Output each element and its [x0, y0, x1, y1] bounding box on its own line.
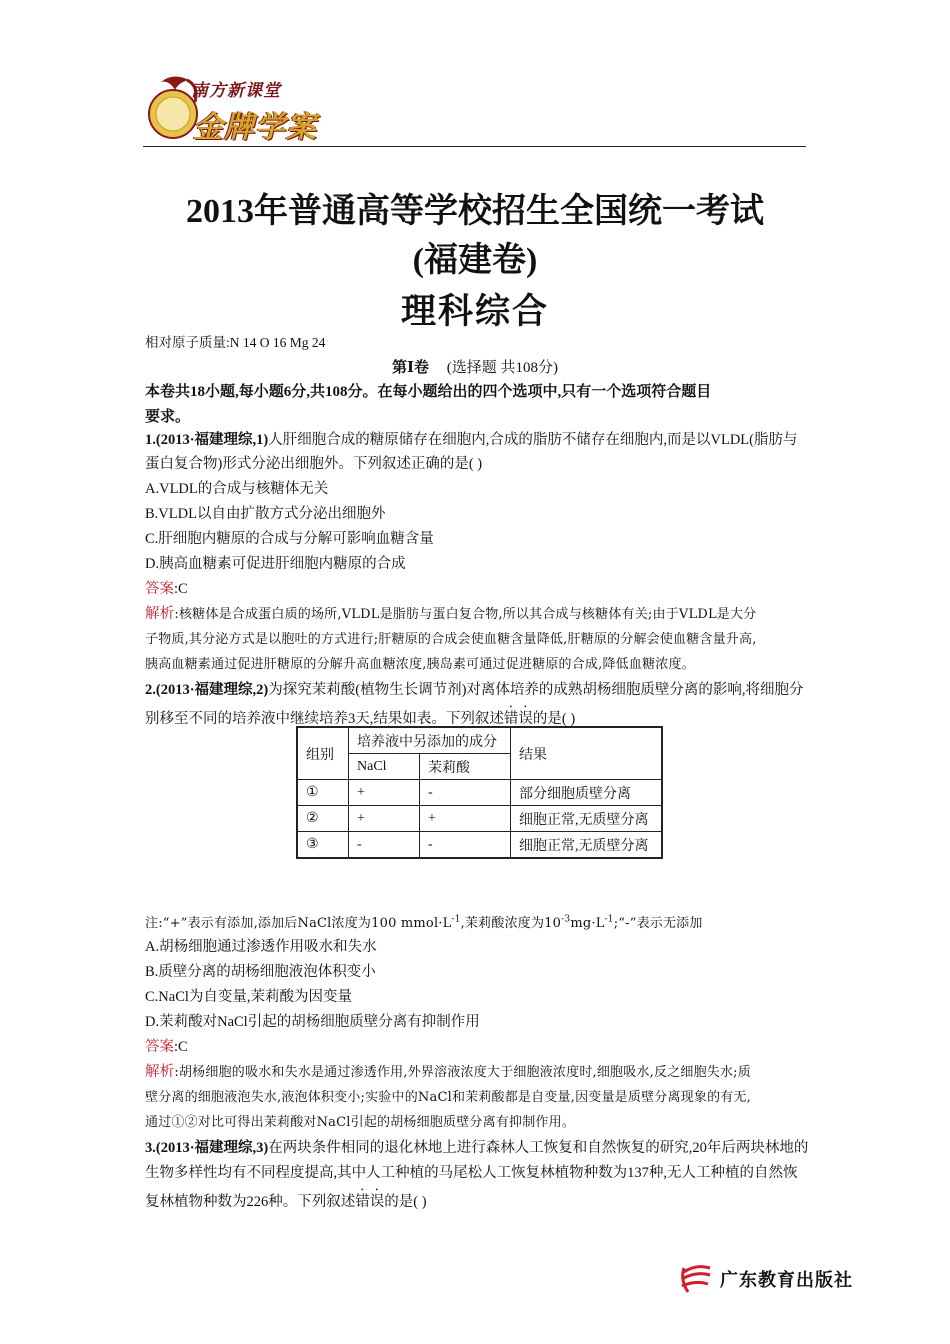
table-note	[145, 911, 805, 936]
note-text: mg·L	[570, 916, 605, 931]
brand-logo	[143, 72, 343, 146]
cell-jasmonic: -	[420, 780, 511, 806]
question-number: 1	[145, 432, 153, 448]
analysis-label: 解析	[145, 1064, 175, 1080]
answer-value: :C	[174, 1039, 188, 1055]
analysis-text: 胰高血糖素通过促进肝糖原的分解升高血糖浓度,胰岛素可通过促进糖原的合成,降低血糖浓度。	[145, 657, 695, 672]
question-text: 复林植物种数为226种。下列叙述	[145, 1194, 356, 1210]
option-d: D.茉莉酸对NaCl引起的胡杨细胞质壁分离有抑制作用	[145, 1014, 480, 1030]
exam-region: (福建卷)	[412, 242, 538, 279]
table-row	[297, 806, 662, 832]
note-text: ;“-”表示无添加	[613, 916, 703, 931]
header-result: 结果	[511, 727, 663, 780]
publisher-name: 广东教育出版社	[720, 1270, 853, 1291]
emphasized-word: 错误	[355, 1194, 385, 1210]
atomic-mass-note: 相对原子质量:N 14 O 16 Mg 24	[145, 335, 326, 350]
header-divider	[143, 146, 806, 147]
option-a: A.胡杨细胞通过渗透作用吸水和失水	[145, 939, 377, 955]
results-table	[296, 726, 663, 859]
cell-group: ①	[297, 780, 349, 806]
publisher-mark	[678, 1262, 878, 1294]
answer-line	[145, 577, 805, 602]
option-b: B.质壁分离的胡杨细胞液泡体积变小	[145, 964, 376, 980]
analysis-line	[145, 1060, 805, 1085]
answer-label: 答案	[145, 1039, 174, 1055]
analysis-text: 壁分离的细胞液泡失水,液泡体积变小;实验中的NaCl和茉莉酸都是自变量,因变量是质壁分离现象的有无,	[145, 1090, 752, 1105]
question-text: 别移至不同的培养液中继续培养3天,结果如表。下列叙述	[145, 711, 504, 727]
question-text: 的是( )	[384, 1194, 427, 1210]
analysis-text: :核糖体是合成蛋白质的场所,VLDL是脂肪与蛋白复合物,所以其合成与核糖体有关;由于VLDL是大分	[174, 607, 757, 622]
cell-jasmonic: +	[420, 806, 511, 832]
option-b: B.VLDL以自由扩散方式分泌出细胞外	[145, 506, 386, 522]
question-source: .(2013·福建理综,2)	[152, 682, 269, 698]
question-3-stem	[145, 1136, 809, 1161]
option-c: C.NaCl为自变量,茉莉酸为因变量	[145, 989, 353, 1005]
question-source: .(2013·福建理综,3)	[152, 1140, 269, 1156]
table-row	[297, 832, 662, 859]
option-a: A.VLDL的合成与核糖体无关	[145, 481, 329, 497]
cell-nacl: +	[349, 780, 420, 806]
table-row	[297, 780, 662, 806]
question-3-stem-cont	[145, 1186, 805, 1215]
option-d: D.胰高血糖素可促进肝细胞内糖原的合成	[145, 556, 406, 572]
cell-nacl: -	[349, 832, 420, 859]
emphasized-word: 错误	[503, 711, 533, 727]
section-heading	[0, 356, 950, 377]
header-added: 培养液中另添加的成分	[349, 727, 511, 754]
cell-jasmonic: -	[420, 832, 511, 859]
note-superscript: -1	[451, 914, 461, 925]
note-superscript: -3	[561, 914, 571, 925]
header-nacl: NaCl	[349, 754, 420, 780]
note-text: 注:“+”表示有添加,添加后NaCl浓度为100 mmol·L	[145, 916, 452, 931]
analysis-label: 解析	[145, 606, 175, 622]
question-text: 人肝细胞合成的糖原储存在细胞内,合成的脂肪不储存在细胞内,而是以VLDL(脂肪与	[268, 432, 798, 448]
cell-result: 细胞正常,无质壁分离	[511, 832, 663, 859]
section-name: 第Ⅰ卷	[391, 360, 430, 376]
cell-group: ②	[297, 806, 349, 832]
instructions-line: 本卷共18小题,每小题6分,共108分。在每小题给出的四个选项中,只有一个选项符合题目	[145, 384, 712, 400]
question-1-stem	[145, 428, 805, 453]
note-text: ,茉莉酸浓度为10	[460, 916, 562, 931]
question-text: 的是( )	[532, 711, 576, 727]
note-superscript: -1	[604, 914, 614, 925]
analysis-text: 子物质,其分泌方式是以胞吐的方式进行;肝糖原的合成会使血糖含量降低,肝糖原的分解会使血糖含量升高,	[145, 632, 757, 647]
header-jasmonic: 茉莉酸	[420, 754, 511, 780]
cell-nacl: +	[349, 806, 420, 832]
question-2-stem	[145, 678, 805, 703]
question-3-stem-cont: 生物多样性均有不同程度提高,其中人工种植的马尾松人工恢复林植物种数为137种,无人工种植的自然恢	[145, 1165, 798, 1181]
exam-subject: 理科综合	[400, 292, 549, 331]
question-text: 为探究茉莉酸(植物生长调节剂)对离体培养的成熟胡杨细胞质壁分离的影响,将细胞分	[268, 682, 804, 698]
header-group: 组别	[297, 727, 349, 780]
question-number: 3	[145, 1140, 153, 1156]
analysis-text: 通过①②对比可得出茉莉酸对NaCl引起的胡杨细胞质壁分离有抑制作用。	[145, 1115, 576, 1130]
analysis-text: :胡杨细胞的吸水和失水是通过渗透作用,外界溶液浓度大于细胞液浓度时,细胞吸水,反之细胞失水;质	[174, 1065, 751, 1080]
instructions-line: 要求。	[145, 409, 191, 425]
cell-result: 细胞正常,无质壁分离	[511, 806, 663, 832]
answer-line	[145, 1035, 805, 1060]
option-c: C.肝细胞内糖原的合成与分解可影响血糖含量	[145, 531, 434, 547]
exam-title: 2013年普通高等学校招生全国统一考试	[186, 193, 764, 230]
table-header-row	[297, 727, 662, 754]
answer-label: 答案	[145, 581, 174, 597]
question-source: .(2013·福建理综,1)	[152, 432, 269, 448]
logo-title: 金牌学案	[193, 110, 317, 145]
question-text: 在两块条件相同的退化林地上进行森林人工恢复和自然恢复的研究,20年后两块林地的	[268, 1140, 809, 1156]
cell-result: 部分细胞质壁分离	[511, 780, 663, 806]
publisher-logo-icon	[678, 1262, 714, 1294]
section-desc: (选择题 共108分)	[446, 360, 559, 376]
question-1-stem-cont: 蛋白复合物)形式分泌出细胞外。下列叙述正确的是( )	[145, 456, 483, 472]
cell-group: ③	[297, 832, 349, 859]
answer-value: :C	[174, 581, 188, 597]
question-number: 2	[145, 682, 153, 698]
analysis-line	[145, 602, 805, 627]
logo-subtitle: 南方新课堂	[191, 81, 281, 101]
